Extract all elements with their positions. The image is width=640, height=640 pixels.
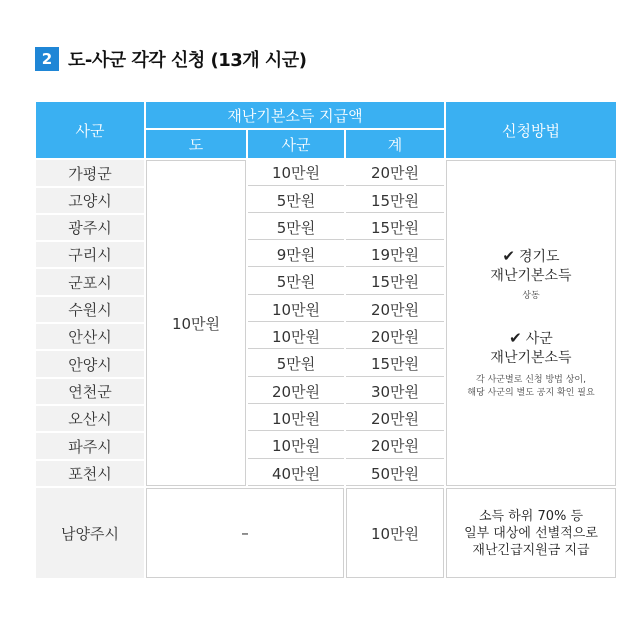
section-title-text: 도-사군 각각 신청 (13개 시군) — [68, 50, 307, 71]
row-name: 수원시 — [36, 297, 144, 322]
row-name: 고양시 — [36, 188, 144, 213]
sigun-amount: 5만원 — [248, 351, 344, 377]
last-row-total: 10만원 — [346, 488, 444, 578]
method-cell — [446, 160, 616, 486]
row-name: 군포시 — [36, 269, 144, 295]
header-method: 신청방법 — [446, 102, 616, 158]
sigun-amount: 9만원 — [248, 242, 344, 267]
sigun-amount: 20만원 — [248, 379, 344, 404]
sigun-amount: 10만원 — [248, 160, 344, 186]
row-name: 연천군 — [36, 379, 144, 404]
total-amount: 30만원 — [346, 379, 444, 404]
row-name: 오산시 — [36, 406, 144, 431]
amount-table — [36, 102, 616, 578]
row-name: 가평군 — [36, 160, 144, 186]
header-total: 계 — [346, 130, 444, 158]
sigun-amount: 40만원 — [248, 461, 344, 486]
row-name-namyangju: 남양주시 — [36, 488, 144, 578]
row-name: 파주시 — [36, 433, 144, 459]
total-amount: 15만원 — [346, 351, 444, 377]
header-sigun-amount: 사군 — [248, 130, 344, 158]
row-name: 안양시 — [36, 351, 144, 377]
sigun-amount: 5만원 — [248, 215, 344, 240]
method-block2-title: ✔ 사군 — [509, 328, 553, 347]
sigun-amount: 10만원 — [248, 433, 344, 459]
total-amount: 20만원 — [346, 324, 444, 349]
sigun-amount: 5만원 — [248, 188, 344, 213]
do-amount: 10만원 — [171, 314, 221, 333]
do-amount-cell — [146, 160, 246, 486]
total-amount: 15만원 — [346, 269, 444, 295]
section-title — [35, 46, 306, 72]
last-row-method-line1: 소득 하위 70% 등 — [478, 508, 584, 524]
row-name: 안산시 — [36, 324, 144, 349]
total-amount: 50만원 — [346, 461, 444, 486]
row-name: 구리시 — [36, 242, 144, 267]
header-amount-group: 재난기본소득 지급액 — [146, 102, 444, 128]
section-number-badge: 2 — [35, 47, 59, 71]
method-block2-note1: 각 사군별로 신청 방법 상이, — [476, 374, 586, 385]
sigun-amount: 10만원 — [248, 324, 344, 349]
last-row-method-line3: 재난긴급지원금 지급 — [472, 542, 590, 558]
sigun-amount: 10만원 — [248, 297, 344, 322]
method-block2-subtitle: 재난기본소득 — [490, 349, 572, 366]
total-amount: 19만원 — [346, 242, 444, 267]
total-amount: 20만원 — [346, 433, 444, 459]
last-row-method — [446, 488, 616, 578]
check-icon: ✔ — [509, 328, 522, 347]
method-block1-subtitle: 재난기본소득 — [490, 267, 572, 284]
header-sigun: 사군 — [36, 102, 144, 158]
check-icon: ✔ — [502, 246, 515, 265]
last-row-do-amount: – — [146, 488, 344, 578]
total-amount: 20만원 — [346, 406, 444, 431]
header-do: 도 — [146, 130, 246, 158]
sigun-amount: 10만원 — [248, 406, 344, 431]
sigun-amount: 5만원 — [248, 269, 344, 295]
total-amount: 15만원 — [346, 215, 444, 240]
total-amount: 15만원 — [346, 188, 444, 213]
total-amount: 20만원 — [346, 160, 444, 186]
last-row-method-line2: 일부 대상에 선별적으로 — [464, 525, 598, 541]
method-block2-note2: 해당 사군의 별도 공지 확인 필요 — [467, 387, 595, 398]
total-amount: 20만원 — [346, 297, 444, 322]
method-block1-title: ✔ 경기도 — [502, 246, 560, 265]
row-name: 포천시 — [36, 461, 144, 486]
row-name: 광주시 — [36, 215, 144, 240]
method-block1-note: 상동 — [522, 290, 540, 301]
